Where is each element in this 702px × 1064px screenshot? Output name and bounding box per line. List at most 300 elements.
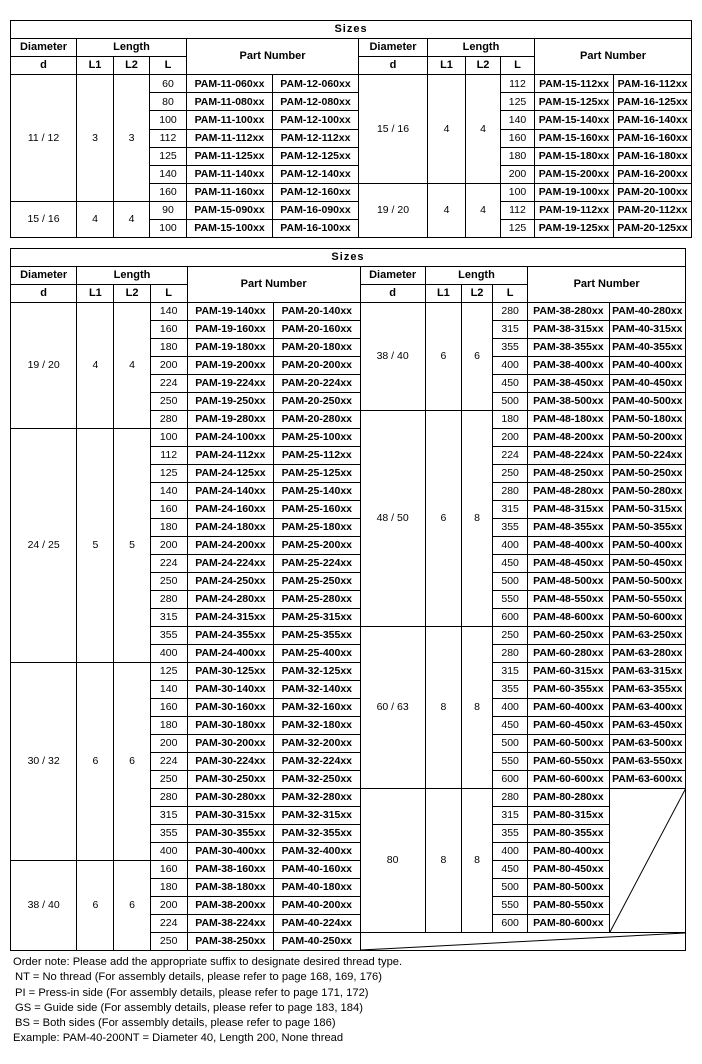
length-cell: 550	[493, 753, 528, 771]
thread-type-gs: GS = Guide side (For assembly details, please refer to page 183, 184)	[15, 1001, 363, 1014]
part-number-cell: PAM-25-250xx	[274, 573, 360, 591]
table-row	[11, 75, 692, 93]
part-number-cell: PAM-25-180xx	[274, 519, 360, 537]
part-number-cell: PAM-80-500xx	[528, 879, 609, 897]
length-cell: 400	[493, 699, 528, 717]
table-row	[11, 303, 686, 321]
l2-cell: 4	[466, 183, 501, 237]
length-cell: 600	[493, 609, 528, 627]
length-cell: 60	[150, 75, 187, 93]
diameter-cell: 30 / 32	[11, 663, 77, 861]
l1-cell: 6	[77, 861, 114, 951]
part-number-cell: PAM-24-280xx	[187, 591, 273, 609]
length-header: Length	[77, 267, 187, 285]
l2-cell: 4	[466, 75, 501, 184]
l2-header: L2	[461, 285, 492, 303]
part-number-cell: PAM-19-180xx	[187, 339, 273, 357]
length-cell: 140	[150, 303, 187, 321]
part-number-cell: PAM-48-224xx	[528, 447, 609, 465]
length-cell: 280	[493, 303, 528, 321]
part-number-cell: PAM-20-125xx	[614, 220, 692, 238]
part-number-cell: PAM-24-250xx	[187, 573, 273, 591]
part-number-cell: PAM-24-160xx	[187, 501, 273, 519]
l-header: L	[493, 285, 528, 303]
diameter-cell: 60 / 63	[360, 627, 425, 789]
part-number-cell: PAM-30-224xx	[187, 753, 273, 771]
thread-type-nt: NT = No thread (For assembly details, please refer to page 168, 169, 176)	[15, 971, 383, 984]
part-number-cell: PAM-38-315xx	[528, 321, 609, 339]
length-cell: 125	[501, 93, 535, 111]
length-header: Length	[425, 267, 527, 285]
length-cell: 355	[150, 627, 187, 645]
length-cell: 280	[150, 789, 187, 807]
part-number-cell: PAM-50-250xx	[609, 465, 685, 483]
part-number-cell: PAM-15-180xx	[535, 147, 614, 165]
part-number-cell: PAM-24-100xx	[187, 429, 273, 447]
part-number-cell: PAM-60-400xx	[528, 699, 609, 717]
length-cell: 250	[150, 771, 187, 789]
part-number-cell: PAM-48-355xx	[528, 519, 609, 537]
part-number-cell: PAM-25-125xx	[274, 465, 360, 483]
l2-header: L2	[114, 57, 150, 75]
part-number-cell: PAM-16-100xx	[273, 220, 359, 238]
part-number-cell: PAM-50-355xx	[609, 519, 685, 537]
diameter-header: Diameter	[11, 39, 77, 57]
length-cell: 280	[493, 645, 528, 663]
part-number-cell: PAM-12-112xx	[273, 129, 359, 147]
length-cell: 500	[493, 879, 528, 897]
part-number-cell: PAM-12-060xx	[273, 75, 359, 93]
part-number-cell: PAM-20-200xx	[274, 357, 360, 375]
part-number-cell: PAM-20-280xx	[274, 411, 360, 429]
part-number-cell: PAM-11-100xx	[187, 111, 273, 129]
part-number-cell: PAM-20-112xx	[614, 201, 692, 219]
part-number-cell: PAM-48-550xx	[528, 591, 609, 609]
length-cell: 400	[493, 357, 528, 375]
l2-cell: 3	[114, 75, 150, 202]
part-number-cell: PAM-48-400xx	[528, 537, 609, 555]
part-number-cell: PAM-12-160xx	[273, 183, 359, 201]
length-cell: 180	[150, 879, 187, 897]
part-number-cell: PAM-20-224xx	[274, 375, 360, 393]
part-number-cell: PAM-20-180xx	[274, 339, 360, 357]
part-number-cell: PAM-12-100xx	[273, 111, 359, 129]
l1-cell: 4	[428, 183, 466, 237]
length-cell: 140	[150, 483, 187, 501]
length-cell: 550	[493, 591, 528, 609]
table-row	[11, 663, 686, 681]
length-cell: 140	[150, 681, 187, 699]
part-number-cell: PAM-48-180xx	[528, 411, 609, 429]
length-header: Length	[77, 39, 187, 57]
part-number-cell: PAM-50-500xx	[609, 573, 685, 591]
part-number-cell: PAM-48-450xx	[528, 555, 609, 573]
part-number-header: Part Number	[187, 39, 359, 75]
length-cell: 140	[501, 111, 535, 129]
part-number-cell: PAM-16-200xx	[614, 165, 692, 183]
part-number-cell: PAM-20-140xx	[274, 303, 360, 321]
part-number-cell: PAM-40-200xx	[274, 897, 360, 915]
l2-cell: 6	[114, 861, 150, 951]
part-number-cell: PAM-63-250xx	[609, 627, 685, 645]
part-number-cell: PAM-32-125xx	[274, 663, 360, 681]
diameter-cell: 15 / 16	[359, 75, 428, 184]
part-number-cell: PAM-50-400xx	[609, 537, 685, 555]
blank-cell	[360, 933, 686, 951]
part-number-cell: PAM-11-160xx	[187, 183, 273, 201]
l1-header: L1	[77, 57, 114, 75]
thread-type-pi: PI = Press-in side (For assembly details, please refer to page 171, 172)	[15, 986, 369, 999]
diameter-cell: 80	[360, 789, 425, 933]
part-number-cell: PAM-63-550xx	[609, 753, 685, 771]
length-cell: 200	[150, 735, 187, 753]
part-number-cell: PAM-25-140xx	[274, 483, 360, 501]
part-number-cell: PAM-40-280xx	[609, 303, 685, 321]
part-number-cell: PAM-80-450xx	[528, 861, 609, 879]
length-cell: 112	[150, 129, 187, 147]
length-cell: 112	[501, 201, 535, 219]
length-cell: 125	[501, 220, 535, 238]
length-cell: 180	[501, 147, 535, 165]
length-cell: 550	[493, 897, 528, 915]
l2-cell: 4	[114, 201, 150, 237]
part-number-cell: PAM-16-180xx	[614, 147, 692, 165]
part-number-cell: PAM-50-224xx	[609, 447, 685, 465]
length-cell: 125	[150, 147, 187, 165]
length-cell: 250	[493, 465, 528, 483]
length-cell: 280	[493, 483, 528, 501]
length-cell: 180	[150, 717, 187, 735]
diameter-cell: 38 / 40	[11, 861, 77, 951]
length-cell: 400	[150, 645, 187, 663]
part-number-cell: PAM-24-355xx	[187, 627, 273, 645]
part-number-cell: PAM-30-280xx	[187, 789, 273, 807]
length-cell: 400	[150, 843, 187, 861]
part-number-cell: PAM-24-125xx	[187, 465, 273, 483]
l2-cell: 5	[114, 429, 150, 663]
l2-header: L2	[466, 57, 501, 75]
sizes-table-2	[10, 248, 686, 951]
length-cell: 80	[150, 93, 187, 111]
part-number-cell: PAM-25-355xx	[274, 627, 360, 645]
part-number-cell: PAM-80-600xx	[528, 915, 609, 933]
part-number-cell: PAM-40-180xx	[274, 879, 360, 897]
diameter-cell: 15 / 16	[11, 201, 77, 237]
diameter-header: Diameter	[359, 39, 428, 57]
part-number-cell: PAM-19-100xx	[535, 183, 614, 201]
l2-header: L2	[114, 285, 150, 303]
length-cell: 224	[150, 753, 187, 771]
part-number-cell: PAM-50-550xx	[609, 591, 685, 609]
diagonal-strike	[361, 933, 686, 950]
sizes-title-row	[11, 249, 686, 267]
length-cell: 112	[501, 75, 535, 93]
part-number-cell: PAM-63-280xx	[609, 645, 685, 663]
l-header: L	[150, 57, 187, 75]
l1-cell: 5	[77, 429, 114, 663]
part-number-cell: PAM-38-200xx	[187, 897, 273, 915]
part-number-cell: PAM-15-090xx	[187, 201, 273, 219]
part-number-header: Part Number	[187, 267, 360, 303]
length-cell: 140	[150, 165, 187, 183]
length-cell: 600	[493, 771, 528, 789]
l1-cell: 6	[425, 411, 461, 627]
part-number-cell: PAM-16-112xx	[614, 75, 692, 93]
part-number-cell: PAM-63-600xx	[609, 771, 685, 789]
l1-cell: 4	[77, 303, 114, 429]
length-cell: 500	[493, 735, 528, 753]
l1-cell: 3	[77, 75, 114, 202]
length-cell: 500	[493, 393, 528, 411]
part-number-cell: PAM-60-550xx	[528, 753, 609, 771]
part-number-cell: PAM-25-280xx	[274, 591, 360, 609]
diameter-cell: 11 / 12	[11, 75, 77, 202]
length-cell: 450	[493, 375, 528, 393]
diameter-header: Diameter	[360, 267, 425, 285]
part-number-cell: PAM-24-140xx	[187, 483, 273, 501]
length-cell: 450	[493, 717, 528, 735]
part-number-cell: PAM-16-125xx	[614, 93, 692, 111]
length-cell: 200	[501, 165, 535, 183]
part-number-cell: PAM-40-315xx	[609, 321, 685, 339]
part-number-cell: PAM-60-250xx	[528, 627, 609, 645]
length-cell: 450	[493, 555, 528, 573]
table-row	[11, 861, 686, 879]
l2-cell: 8	[461, 411, 492, 627]
l1-header: L1	[428, 57, 466, 75]
part-number-cell: PAM-24-400xx	[187, 645, 273, 663]
length-cell: 200	[150, 537, 187, 555]
part-number-cell: PAM-38-224xx	[187, 915, 273, 933]
part-number-cell: PAM-19-112xx	[535, 201, 614, 219]
part-number-cell: PAM-24-200xx	[187, 537, 273, 555]
part-number-cell: PAM-24-180xx	[187, 519, 273, 537]
part-number-cell: PAM-11-060xx	[187, 75, 273, 93]
part-number-cell: PAM-60-600xx	[528, 771, 609, 789]
header-row	[11, 267, 686, 285]
length-cell: 180	[493, 411, 528, 429]
length-cell: 100	[150, 220, 187, 238]
part-number-cell: PAM-50-200xx	[609, 429, 685, 447]
part-number-cell: PAM-50-315xx	[609, 501, 685, 519]
part-number-cell: PAM-25-160xx	[274, 501, 360, 519]
l1-cell: 4	[428, 75, 466, 184]
length-cell: 250	[150, 573, 187, 591]
part-number-cell: PAM-50-450xx	[609, 555, 685, 573]
part-number-cell: PAM-11-080xx	[187, 93, 273, 111]
part-number-cell: PAM-30-200xx	[187, 735, 273, 753]
length-cell: 125	[150, 465, 187, 483]
part-number-cell: PAM-38-180xx	[187, 879, 273, 897]
length-cell: 180	[150, 519, 187, 537]
part-number-cell: PAM-38-160xx	[187, 861, 273, 879]
length-cell: 100	[150, 111, 187, 129]
l1-header: L1	[425, 285, 461, 303]
l2-cell: 8	[461, 789, 492, 933]
part-number-cell: PAM-15-125xx	[535, 93, 614, 111]
length-cell: 400	[493, 537, 528, 555]
part-number-cell: PAM-20-100xx	[614, 183, 692, 201]
part-number-cell: PAM-80-315xx	[528, 807, 609, 825]
part-number-cell: PAM-19-140xx	[187, 303, 273, 321]
order-notes	[13, 955, 693, 1047]
length-cell: 500	[493, 573, 528, 591]
part-number-cell: PAM-30-315xx	[187, 807, 273, 825]
length-cell: 125	[150, 663, 187, 681]
length-cell: 315	[150, 609, 187, 627]
part-number-cell: PAM-40-500xx	[609, 393, 685, 411]
length-cell: 315	[493, 501, 528, 519]
part-number-cell: PAM-25-400xx	[274, 645, 360, 663]
diameter-cell: 24 / 25	[11, 429, 77, 663]
length-cell: 400	[493, 843, 528, 861]
table-row	[11, 201, 692, 219]
part-number-cell: PAM-16-140xx	[614, 111, 692, 129]
sizes-title-row	[11, 21, 692, 39]
part-number-cell: PAM-19-224xx	[187, 375, 273, 393]
part-number-header: Part Number	[535, 39, 692, 75]
part-number-cell: PAM-12-125xx	[273, 147, 359, 165]
diameter-cell: 38 / 40	[360, 303, 425, 411]
length-cell: 160	[150, 861, 187, 879]
part-number-cell: PAM-12-080xx	[273, 93, 359, 111]
part-number-cell: PAM-38-250xx	[187, 933, 273, 951]
part-number-cell: PAM-32-315xx	[274, 807, 360, 825]
part-number-cell: PAM-19-125xx	[535, 220, 614, 238]
part-number-cell: PAM-60-315xx	[528, 663, 609, 681]
part-number-cell: PAM-48-500xx	[528, 573, 609, 591]
part-number-cell: PAM-63-500xx	[609, 735, 685, 753]
part-number-cell: PAM-30-125xx	[187, 663, 273, 681]
l2-cell: 6	[114, 663, 150, 861]
part-number-cell: PAM-32-250xx	[274, 771, 360, 789]
part-number-cell: PAM-80-550xx	[528, 897, 609, 915]
part-number-cell: PAM-15-200xx	[535, 165, 614, 183]
length-cell: 355	[493, 681, 528, 699]
thread-type-bs: BS = Both sides (For assembly details, please refer to page 186)	[15, 1017, 336, 1030]
length-cell: 450	[493, 861, 528, 879]
part-number-cell: PAM-24-112xx	[187, 447, 273, 465]
length-cell: 355	[493, 519, 528, 537]
part-number-cell: PAM-48-315xx	[528, 501, 609, 519]
part-number-cell: PAM-38-450xx	[528, 375, 609, 393]
part-number-cell: PAM-60-280xx	[528, 645, 609, 663]
part-number-cell: PAM-30-180xx	[187, 717, 273, 735]
part-number-cell: PAM-48-600xx	[528, 609, 609, 627]
part-number-cell: PAM-32-140xx	[274, 681, 360, 699]
length-cell: 355	[150, 825, 187, 843]
part-number-cell: PAM-32-224xx	[274, 753, 360, 771]
length-cell: 224	[150, 915, 187, 933]
part-number-cell: PAM-25-224xx	[274, 555, 360, 573]
length-cell: 112	[150, 447, 187, 465]
part-number-cell: PAM-50-180xx	[609, 411, 685, 429]
length-cell: 315	[493, 321, 528, 339]
part-number-cell: PAM-50-600xx	[609, 609, 685, 627]
part-number-cell: PAM-20-250xx	[274, 393, 360, 411]
diameter-header: Diameter	[11, 267, 77, 285]
d-header: d	[11, 57, 77, 75]
part-number-cell: PAM-60-500xx	[528, 735, 609, 753]
l2-cell: 8	[461, 627, 492, 789]
diagonal-strike	[610, 789, 685, 932]
length-cell: 315	[493, 807, 528, 825]
length-cell: 200	[493, 429, 528, 447]
l1-cell: 4	[77, 201, 114, 237]
part-number-cell: PAM-38-400xx	[528, 357, 609, 375]
length-cell: 280	[150, 591, 187, 609]
length-cell: 315	[493, 663, 528, 681]
part-number-cell: PAM-32-355xx	[274, 825, 360, 843]
part-number-header: Part Number	[528, 267, 686, 303]
part-number-cell: PAM-25-315xx	[274, 609, 360, 627]
diameter-cell: 19 / 20	[11, 303, 77, 429]
part-number-cell: PAM-19-280xx	[187, 411, 273, 429]
length-cell: 160	[501, 129, 535, 147]
length-cell: 224	[150, 555, 187, 573]
part-number-cell: PAM-30-355xx	[187, 825, 273, 843]
part-number-cell: PAM-15-112xx	[535, 75, 614, 93]
l1-cell: 6	[77, 663, 114, 861]
d-header: d	[359, 57, 428, 75]
sizes-title: Sizes	[11, 249, 686, 267]
length-cell: 90	[150, 201, 187, 219]
l-header: L	[501, 57, 535, 75]
part-number-cell: PAM-48-200xx	[528, 429, 609, 447]
part-number-cell: PAM-32-400xx	[274, 843, 360, 861]
part-number-cell: PAM-16-090xx	[273, 201, 359, 219]
length-cell: 200	[150, 357, 187, 375]
order-example: Example: PAM-40-200NT = Diameter 40, Length 200, None thread	[13, 1032, 344, 1045]
length-cell: 280	[150, 411, 187, 429]
l2-cell: 6	[461, 303, 492, 411]
part-number-cell: PAM-32-180xx	[274, 717, 360, 735]
part-number-cell: PAM-15-160xx	[535, 129, 614, 147]
length-header: Length	[428, 39, 535, 57]
length-cell: 160	[150, 183, 187, 201]
d-header: d	[360, 285, 425, 303]
d-header: d	[11, 285, 77, 303]
part-number-cell: PAM-19-200xx	[187, 357, 273, 375]
sizes-title: Sizes	[11, 21, 692, 39]
part-number-cell: PAM-16-160xx	[614, 129, 692, 147]
part-number-cell: PAM-63-400xx	[609, 699, 685, 717]
length-cell: 250	[150, 933, 187, 951]
part-number-cell: PAM-40-160xx	[274, 861, 360, 879]
part-number-cell: PAM-32-200xx	[274, 735, 360, 753]
part-number-cell: PAM-30-400xx	[187, 843, 273, 861]
length-cell: 280	[493, 789, 528, 807]
part-number-cell: PAM-25-100xx	[274, 429, 360, 447]
part-number-cell: PAM-40-250xx	[274, 933, 360, 951]
part-number-cell: PAM-48-280xx	[528, 483, 609, 501]
length-cell: 160	[150, 699, 187, 717]
length-cell: 224	[150, 375, 187, 393]
part-number-cell: PAM-40-355xx	[609, 339, 685, 357]
part-number-cell: PAM-40-224xx	[274, 915, 360, 933]
part-number-cell: PAM-32-160xx	[274, 699, 360, 717]
part-number-cell: PAM-24-315xx	[187, 609, 273, 627]
part-number-cell: PAM-38-355xx	[528, 339, 609, 357]
part-number-cell: PAM-40-400xx	[609, 357, 685, 375]
part-number-cell: PAM-80-280xx	[528, 789, 609, 807]
header-row	[11, 39, 692, 57]
length-cell: 100	[150, 429, 187, 447]
part-number-cell: PAM-19-250xx	[187, 393, 273, 411]
length-cell: 355	[493, 825, 528, 843]
length-cell: 160	[150, 501, 187, 519]
part-number-cell: PAM-11-125xx	[187, 147, 273, 165]
